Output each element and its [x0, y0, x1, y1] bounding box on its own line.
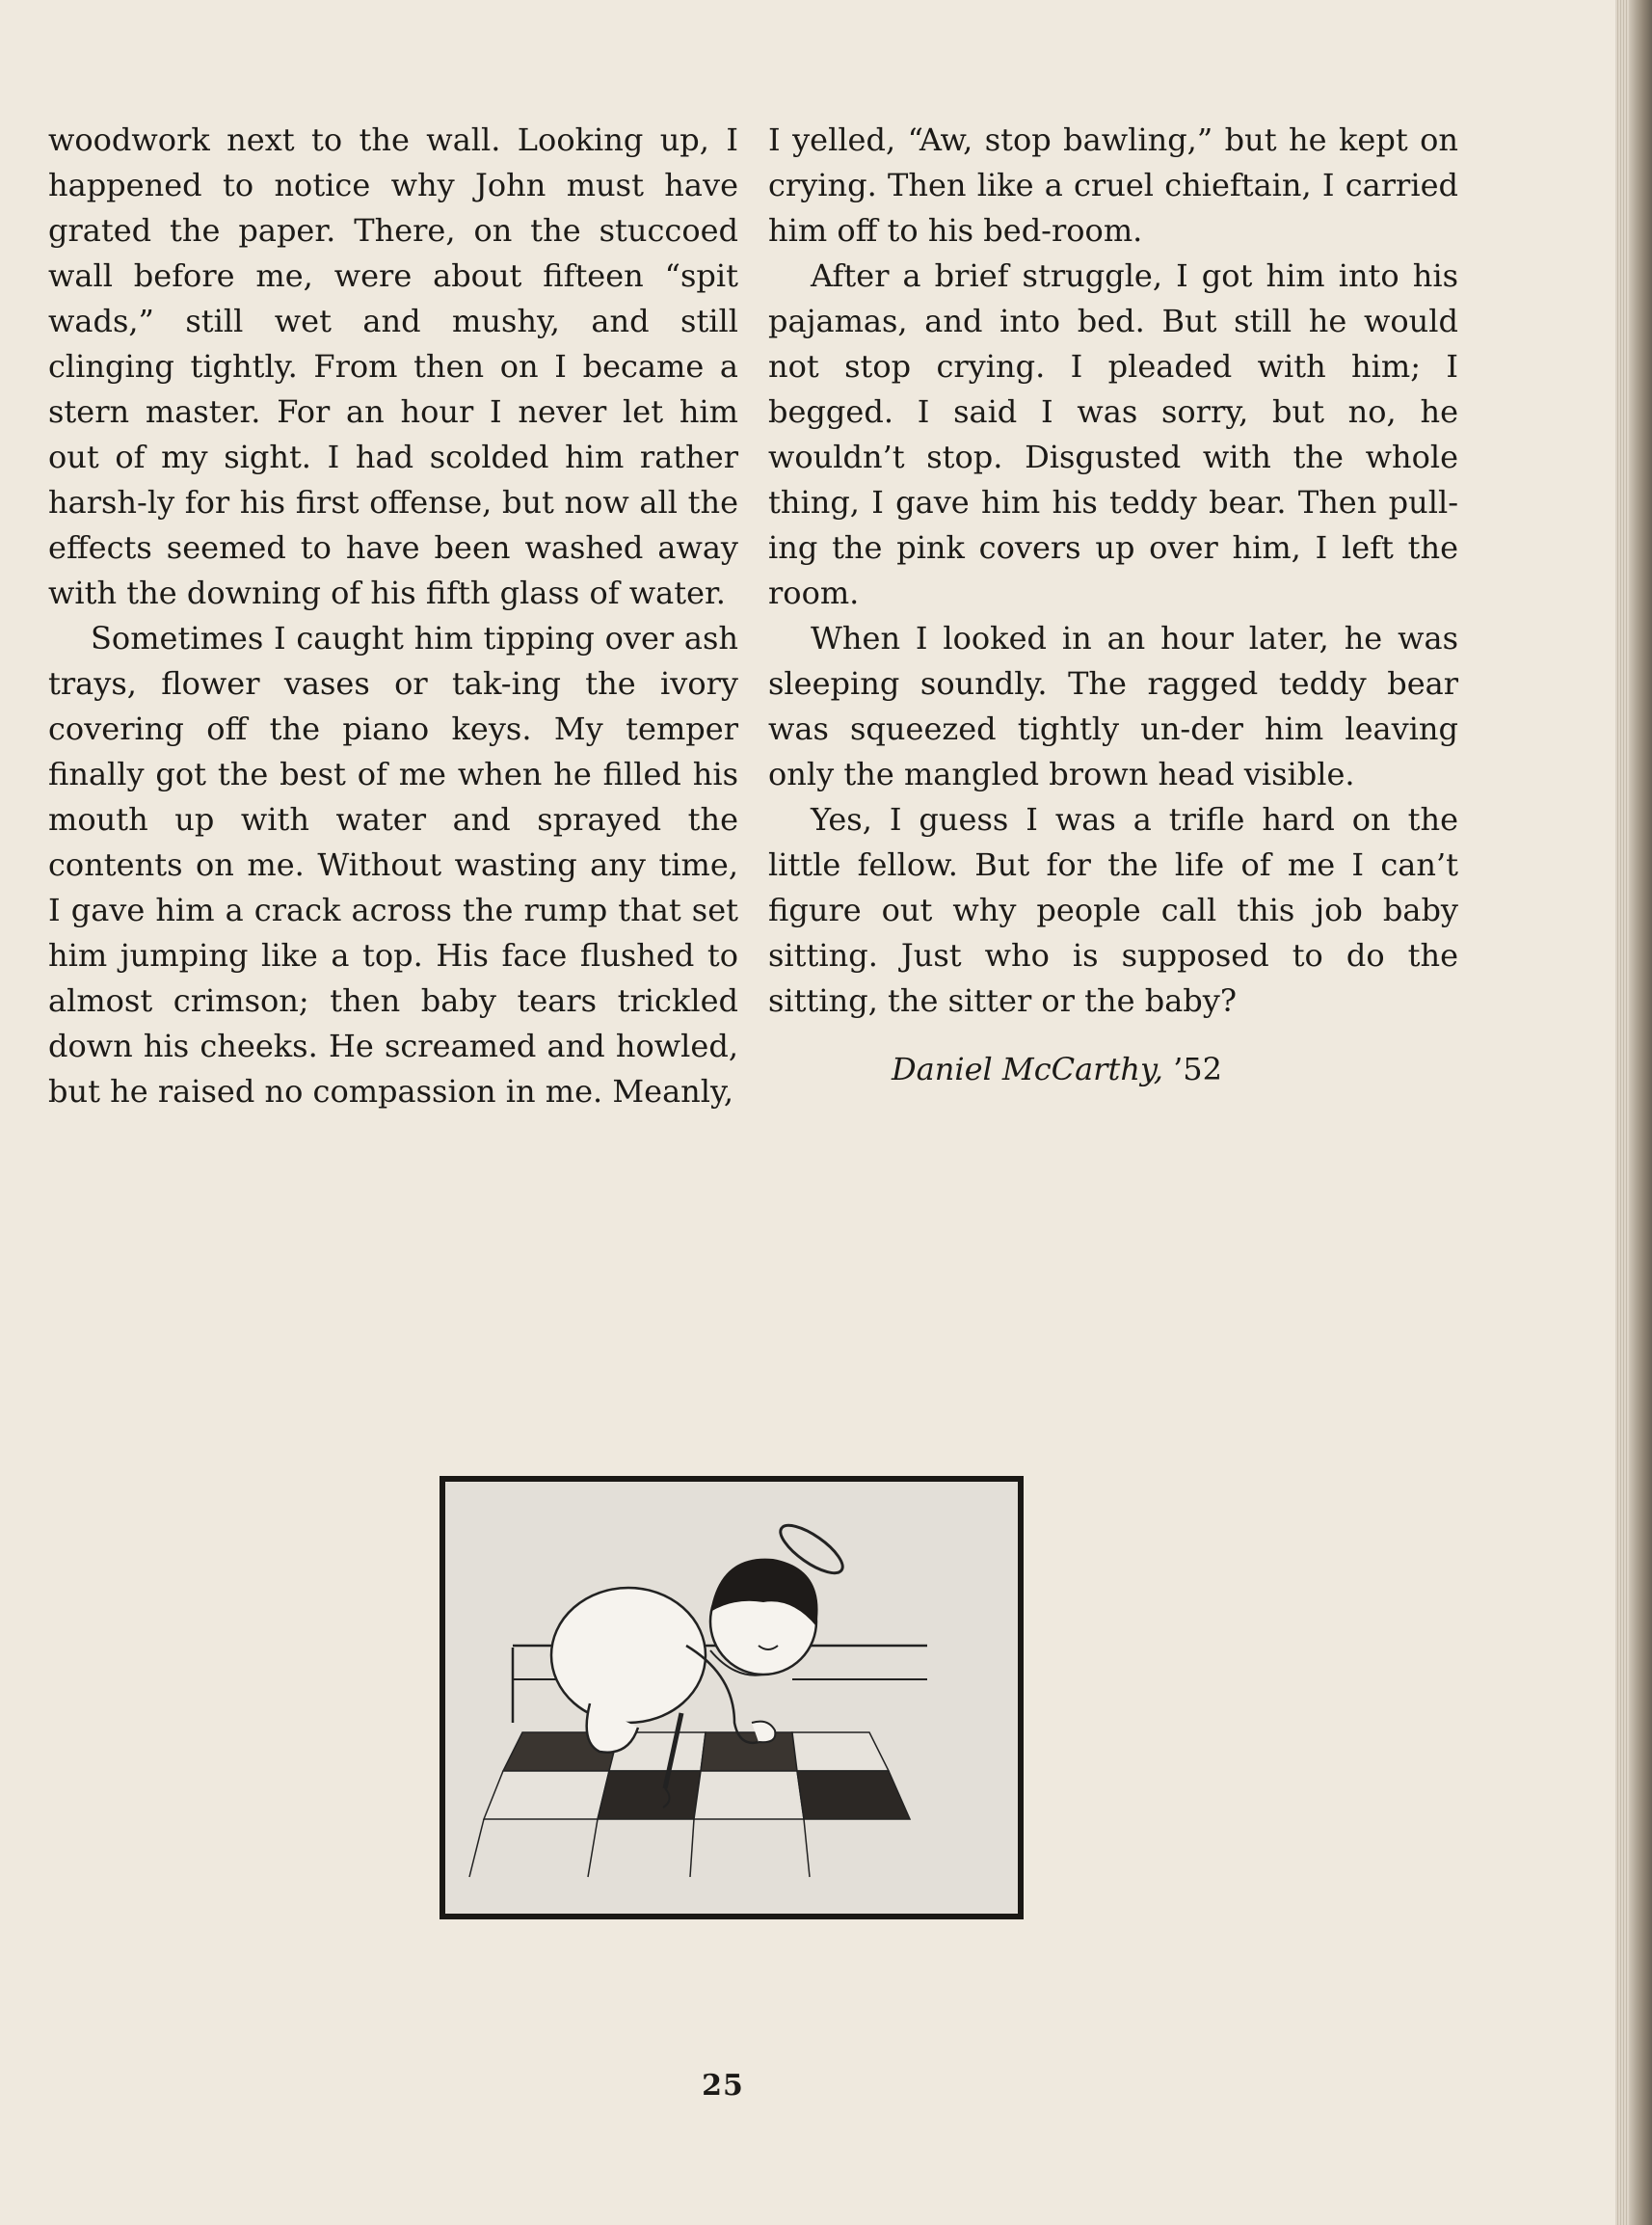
left-column — [48, 118, 738, 1114]
angel-baby-drawing-icon — [440, 1476, 1024, 1919]
paragraph: Sometimes I caught him tipping over ash trays, flower vases or tak-ing the ivory covering off the piano keys. My temper finally got the best of me when he filled his mouth up with water and sprayed the contents on me. Without wasting any time, I gave him a crack across the rump that set him jumping like a top. His face flushed to almost crimson; then baby tears trickled down his cheeks. He screamed and howled, but he raised no compassion in me. Meanly, — [48, 620, 738, 1110]
page-number: 25 — [702, 2069, 744, 2103]
page-edge-lines — [1615, 0, 1629, 2225]
author-name: Daniel McCarthy, — [892, 1051, 1163, 1087]
paragraph: I yelled, “Aw, stop bawling,” but he kept on crying. Then like a cruel chieftain, I carried him off to his bed-room. — [768, 121, 1458, 249]
author-signature — [768, 1047, 1458, 1092]
paragraph: woodwork next to the wall. Looking up, I happened to notice why John must have grated the paper. There, on the stuccoed wall before me, were about fifteen “spit wads,” still wet and mushy, and still clinging tightly. From then on I became a stern master. For an hour I never let him out of my sight. I had scolded him rather harsh-ly for his first offense, but now all the effects seemed to have been washed away with the downing of his fifth glass of water. — [48, 121, 738, 611]
paragraph: After a brief struggle, I got him into his pajamas, and into bed. But still he would not stop crying. I pleaded with him; I begged. I said I was sorry, but no, he wouldn’t stop. Disgusted with the whole thing, I gave him his teddy bear. Then pull-ing the pink covers up over him, I left the room. — [768, 257, 1458, 611]
paragraph: When I looked in an hour later, he was sleeping soundly. The ragged teddy bear was squeezed tightly un-der him leaving only the mangled brown head visible. — [768, 620, 1458, 792]
paragraph: Yes, I guess I was a trifle hard on the little fellow. But for the life of me I can’t figure out why people call this job baby sitting. Just who is supposed to do the sitting, the sitter or the baby? — [768, 801, 1458, 1019]
author-class-year: ’52 — [1173, 1051, 1222, 1087]
right-column — [768, 118, 1458, 1092]
book-spine-edge — [1629, 0, 1652, 2225]
